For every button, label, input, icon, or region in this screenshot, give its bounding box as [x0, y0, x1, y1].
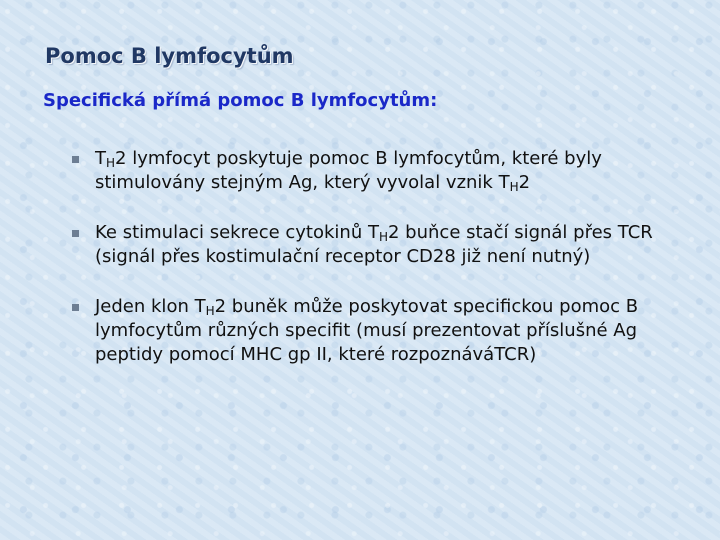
bullet-2-text-b: 2 buňce stačí signál přes TCR (signál přes kostimulační receptor CD28 již není nutný) — [95, 222, 653, 267]
bullet-list — [72, 147, 672, 367]
bullet-item-3 — [72, 295, 672, 367]
bullet-2-subscript: H — [378, 230, 388, 244]
slide-title: Pomoc B lymfocytům — [45, 44, 294, 68]
bullet-3-text-b: 2 buněk může poskytovat specifickou pomoc B lymfocytům různých specifit (musí prezentovat příslušné Ag peptidy pomocí MHC gp II, které rozpoznáváTCR) — [95, 296, 639, 365]
bullet-1-text-c: 2 — [518, 172, 531, 193]
bullet-1-text-b: 2 lymfocyt poskytuje pomoc B lymfocytům, které byly stimulovány stejným Ag, který vyvolal vznik T — [95, 148, 602, 193]
bullet-square-icon — [72, 304, 79, 311]
bullet-3-subscript: H — [205, 304, 215, 318]
bullet-item-2 — [72, 221, 672, 269]
bullet-2-text-a: Ke stimulaci sekrece cytokinů T — [95, 222, 379, 243]
bullet-item-1 — [72, 147, 672, 195]
slide-subtitle: Specifická přímá pomoc B lymfocytům: — [43, 90, 438, 111]
bullet-1-subscript-b: H — [509, 180, 519, 194]
bullet-1-subscript-a: H — [106, 156, 116, 170]
bullet-3-text-a: Jeden klon T — [95, 296, 206, 317]
bullet-square-icon — [72, 230, 79, 237]
bullet-square-icon — [72, 156, 79, 163]
bullet-1-text-a: T — [95, 148, 106, 169]
